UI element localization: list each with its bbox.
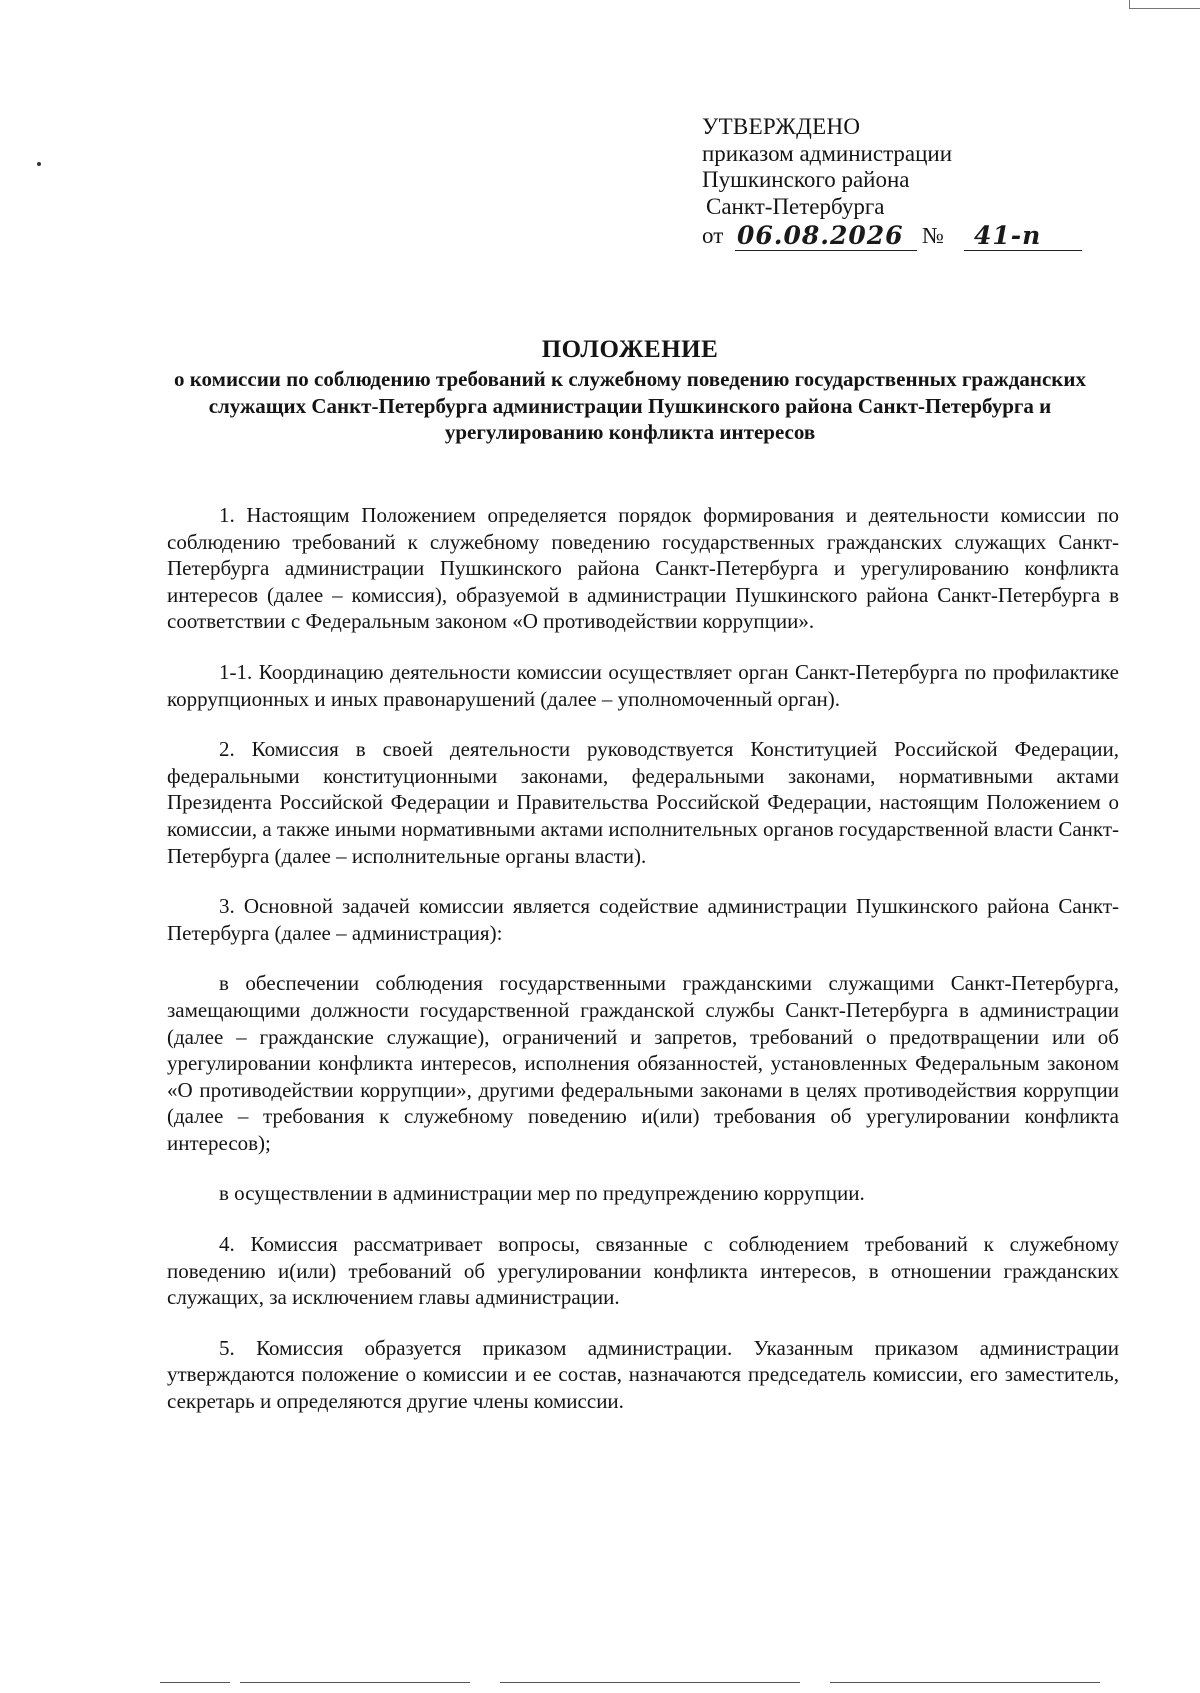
approval-stamp-block: [702, 114, 1102, 251]
handwritten-date: 06.08.2026: [737, 220, 904, 250]
approval-date-number-line: [702, 220, 1102, 251]
date-underline: [735, 250, 917, 251]
paragraph-3-item-1: в обеспечении соблюдения государственными гражданскими служащими Санкт-Петербурга, замещающими должности государственной гражданской службы Санкт-Петербурга в администрации (далее – гражданские служащие), ограничений и запретов, требований о предотвращении или об урегулировании конфликта интересов, исполнения обязанностей, установленных Федеральным законом «О противодействии коррупции», другими федеральными законами в целях противодействия коррупции (далее – требования к служебному поведению и(или) требования об урегулировании конфликта интересов);: [167, 971, 1119, 1155]
document-subtitle: о комиссии по соблюдению требований к служебному поведению государственных гражданских служащих Санкт-Петербурга администрации Пушкинского района Санкт-Петербурга и урегулированию конфликта интересов: [173, 367, 1086, 444]
scan-speck: [37, 162, 41, 166]
paragraph-5: 5. Комиссия образуется приказом администрации. Указанным приказом администрации утверждаются положение о комиссии и ее состав, назначаются председатель комиссии, его заместитель, секретарь и определяются другие члены комиссии.: [167, 1335, 1119, 1414]
paragraph-1: 1. Настоящим Положением определяется порядок формирования и деятельности комиссии по соблюдению требований к служебному поведению государственных гражданских служащих Санкт-Петербурга администрации Пушкинского района Санкт-Петербурга и урегулированию конфликта интересов (далее – комиссия), образуемой в администрации Пушкинского района Санкт-Петербурга в соответствии с Федеральным законом «О противодействии коррупции».: [167, 503, 1119, 634]
scan-edge-top: [1129, 0, 1200, 9]
paragraph-3: 3. Основной задачей комиссии является содействие администрации Пушкинского района Санкт-Петербурга (далее – администрация):: [167, 894, 1119, 945]
approval-heading: УТВЕРЖДЕНО: [702, 114, 861, 139]
approval-line-2: Пушкинского района: [702, 167, 910, 192]
document-body: [167, 502, 1119, 1415]
paragraph-3-item-2: в осуществлении в администрации мер по предупреждению коррупции.: [219, 1181, 865, 1206]
number-label: №: [922, 222, 944, 248]
paragraph-1-1: 1-1. Координацию деятельности комиссии осуществляет орган Санкт-Петербурга по профилактике коррупционных и иных правонарушений (далее – уполномоченный орган).: [167, 659, 1119, 711]
approval-line-1: приказом администрации: [702, 140, 953, 166]
paragraph-4: 4. Комиссия рассматривает вопросы, связанные с соблюдением требований к служебному поведению и(или) требований об урегулировании конфликта интересов, в отношении гражданских служащих, за исключением главы администрации.: [167, 1232, 1119, 1310]
approval-line-3: Санкт-Петербурга: [706, 193, 885, 219]
handwritten-order-number: 41-п: [974, 220, 1042, 250]
number-underline: [964, 250, 1082, 251]
paragraph-2: 2. Комиссия в своей деятельности руководствуется Конституцией Российской Федерации, федеральными конституционными законами, федеральными законами, нормативными актами Президента Российской Федерации и Правительства Российской Федерации, настоящим Положением о комиссии, а также иными нормативными актами исполнительных органов государственной власти Санкт-Петербурга (далее – исполнительные органы власти).: [167, 737, 1119, 868]
date-prefix: от: [702, 222, 724, 248]
document-title: ПОЛОЖЕНИЕ: [541, 336, 719, 363]
